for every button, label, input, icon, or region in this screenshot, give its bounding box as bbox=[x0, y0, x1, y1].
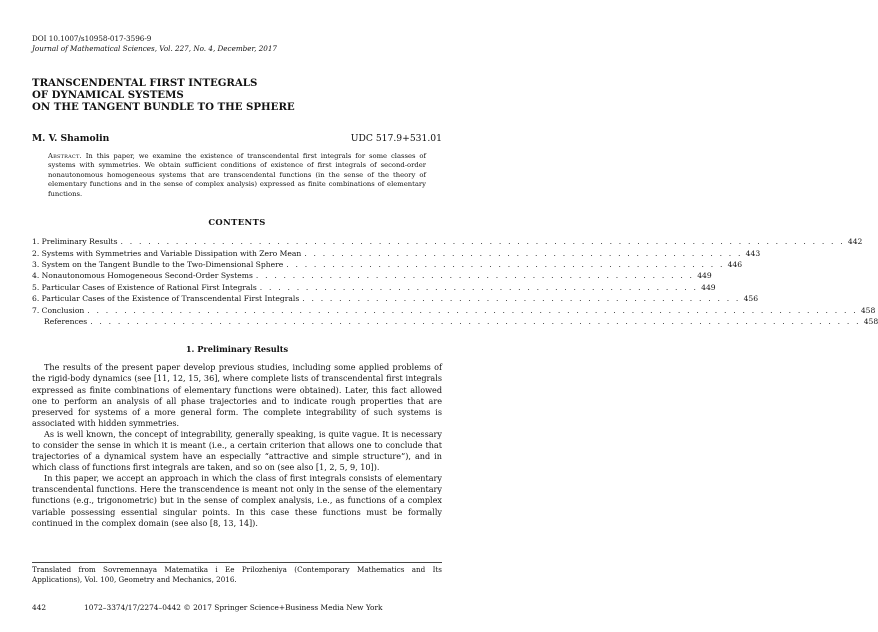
body-paragraph: As is well known, the concept of integrability, generally speaking, is quite vague. It is necessary to consider the sense in which it is meant (i.e., a certain criterion that allows one to conclude that trajectories of a dynamical system have an especially “attractive and simple structure”), and in which class of functions first integrals are taken, and so on (see also [1, 2, 5, 9, 10]). bbox=[32, 428, 442, 473]
abstract-text: In this paper, we examine the existence of transcendental first integrals for some classes of systems with symmetries. We obtain sufficient conditions of existence of first integrals of second-order nonautonomous homogeneous systems that are transcendental functions (in the sense of the theory of elementary functions and in the sense of complex analysis) expressed as finite combinations of elementary functions. bbox=[48, 151, 426, 198]
body-paragraph: The results of the present paper develop previous studies, including some applied problems of the rigid-body dynamics (see [11, 12, 15, 36], where complete lists of transcendental first integrals expressed as finite combinations of elementary functions were obtained). Later, this fact allowed one to perform an analysis of all phase trajectories and to indicate rough properties that are preserved for systems of a more general form. The complete integrability of such systems is associated with hidden symmetries. bbox=[32, 362, 442, 428]
page-number: 442 bbox=[32, 603, 47, 612]
toc-entry-page: 449 bbox=[697, 271, 712, 281]
paper-page bbox=[32, 34, 878, 529]
toc-entry[interactable] bbox=[32, 316, 878, 327]
toc-entry-page: 458 bbox=[863, 316, 878, 326]
paper-title bbox=[32, 77, 442, 114]
toc-entry[interactable] bbox=[32, 259, 743, 270]
toc-entry-label: 2. Systems with Symmetries and Variable Dissipation with Zero Mean bbox=[32, 248, 302, 258]
toc-entry-label: 1. Preliminary Results bbox=[32, 237, 118, 247]
toc-entry[interactable] bbox=[32, 236, 863, 247]
toc-leader: . . . . . . . . . . . . . . . . . . . . . . . . . . . . . . . . . . . . . . . . . . . . . . . . bbox=[286, 259, 725, 269]
title-line-3: ON THE TANGENT BUNDLE TO THE SPHERE bbox=[32, 101, 295, 114]
toc-entry-page: 458 bbox=[860, 305, 876, 315]
toc-entry[interactable] bbox=[32, 248, 761, 259]
author-row bbox=[32, 133, 442, 144]
paper-header bbox=[32, 34, 442, 53]
toc-entry-label: 6. Particular Cases of the Existence of Transcendental First Integrals bbox=[32, 294, 300, 304]
section-body bbox=[32, 362, 442, 528]
contents-title: CONTENTS bbox=[208, 217, 266, 228]
toc-leader: . . . . . . . . . . . . . . . . . . . . . . . . . . . . . . . . . . . . . . . . . . . . . . . . . . . . . . . . . . . . . . . . . . . . . . . . . . . . . . . . . . . . bbox=[90, 316, 861, 326]
toc-entry-page: 449 bbox=[701, 282, 716, 292]
toc-entry[interactable] bbox=[32, 293, 759, 304]
abstract-label: Abstract. bbox=[48, 151, 82, 160]
toc-leader: . . . . . . . . . . . . . . . . . . . . . . . . . . . . . . . . . . . . . . . . . . . . . . . . bbox=[255, 271, 695, 281]
table-of-contents bbox=[32, 236, 878, 327]
author-name: M. V. Shamolin bbox=[32, 132, 110, 144]
udc-code: UDC 517.9+531.01 bbox=[350, 132, 442, 144]
toc-entry-page: 456 bbox=[743, 294, 759, 304]
toc-leader: . . . . . . . . . . . . . . . . . . . . . . . . . . . . . . . . . . . . . . . . . . . . . . . . bbox=[259, 282, 699, 292]
title-line-1: TRANSCENDENTAL FIRST INTEGRALS bbox=[32, 77, 258, 89]
toc-leader: . . . . . . . . . . . . . . . . . . . . . . . . . . . . . . . . . . . . . . . . . . . . . . . . bbox=[302, 294, 741, 304]
toc-entry[interactable] bbox=[32, 270, 712, 281]
toc-entry-label: References bbox=[44, 316, 88, 326]
toc-leader: . . . . . . . . . . . . . . . . . . . . . . . . . . . . . . . . . . . . . . . . . . . . . . . . bbox=[304, 248, 743, 258]
toc-entry[interactable] bbox=[32, 305, 876, 316]
toc-entry-label: 3. System on the Tangent Bundle to the Two-Dimensional Sphere bbox=[32, 259, 284, 269]
toc-entry-label: 4. Nonautonomous Homogeneous Second-Order Systems bbox=[32, 271, 253, 281]
body-paragraph: In this paper, we accept an approach in which the class of first integrals consists of elementary transcendental functions. Here the transcendence is meant not only in the sense of the elementary functions (e.g., trigonometric) but in the sense of complex analysis, i.e., as functions of a complex variable possessing essential singular points. In this case these functions must be formally continued in the complex domain (see also [8, 13, 14]). bbox=[32, 473, 442, 528]
toc-entry-page: 446 bbox=[727, 259, 743, 269]
section-heading: 1. Preliminary Results bbox=[185, 344, 289, 355]
doi-line: DOI 10.1007/s10958-017-3596-9 bbox=[32, 34, 152, 43]
toc-entry-label: 7. Conclusion bbox=[32, 305, 85, 315]
toc-entry-page: 442 bbox=[847, 237, 863, 247]
toc-leader: . . . . . . . . . . . . . . . . . . . . . . . . . . . . . . . . . . . . . . . . . . . . . . . . . . . . . . . . . . . . . . . . . . . . . . . . . . . . . . . bbox=[120, 237, 845, 247]
toc-entry-page: 443 bbox=[745, 248, 761, 258]
title-line-2: OF DYNAMICAL SYSTEMS bbox=[32, 89, 184, 102]
journal-line: Journal of Mathematical Sciences, Vol. 227, No. 4, December, 2017 bbox=[32, 43, 277, 53]
footnote-divider bbox=[32, 562, 442, 563]
toc-entry[interactable] bbox=[32, 282, 716, 293]
abstract bbox=[48, 152, 426, 200]
translation-footnote: Translated from Sovremennaya Matematika i Ee Prilozheniya (Contemporary Mathematics and Its Applications), Vol. 100, Geometry and Mechanics, 2016. bbox=[32, 565, 442, 584]
copyright-line: 1072–3374/17/2274–0442 © 2017 Springer Science+Business Media New York bbox=[84, 603, 383, 612]
toc-leader: . . . . . . . . . . . . . . . . . . . . . . . . . . . . . . . . . . . . . . . . . . . . . . . . . . . . . . . . . . . . . . . . . . . . . . . . . . . . . . . . . . . . bbox=[87, 305, 858, 315]
toc-entry-label: 5. Particular Cases of Existence of Rational First Integrals bbox=[32, 282, 257, 292]
